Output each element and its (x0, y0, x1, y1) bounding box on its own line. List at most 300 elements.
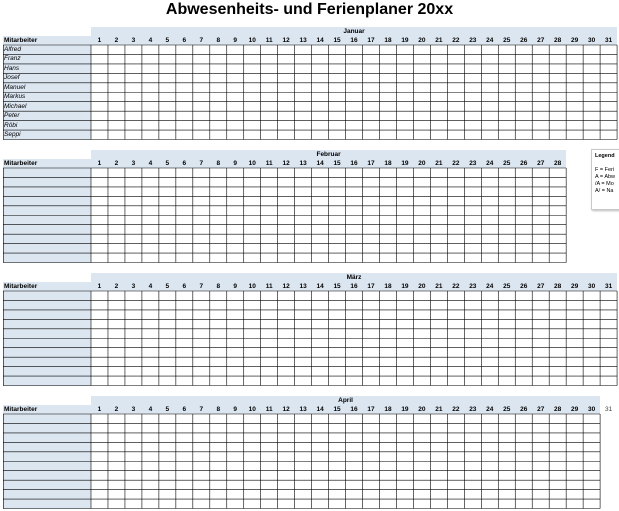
day-cell[interactable] (227, 54, 244, 63)
day-cell[interactable] (498, 196, 515, 205)
day-cell[interactable] (295, 253, 312, 262)
day-cell[interactable] (515, 319, 532, 328)
day-cell[interactable] (108, 376, 125, 385)
day-cell[interactable] (329, 64, 346, 73)
day-cell[interactable] (413, 234, 430, 243)
day-cell[interactable] (227, 376, 244, 385)
day-cell[interactable] (227, 423, 244, 432)
day-cell[interactable] (176, 111, 193, 120)
day-cell[interactable] (498, 357, 515, 366)
day-cell[interactable] (244, 310, 261, 319)
day-cell[interactable] (278, 196, 295, 205)
day-cell[interactable] (549, 187, 566, 196)
day-cell[interactable] (566, 433, 583, 442)
day-cell[interactable] (396, 329, 413, 338)
day-cell[interactable] (261, 442, 278, 451)
day-cell[interactable] (481, 433, 498, 442)
day-cell[interactable] (244, 461, 261, 470)
day-cell[interactable] (549, 329, 566, 338)
day-cell[interactable] (481, 102, 498, 111)
day-cell[interactable] (396, 130, 413, 139)
day-cell[interactable] (549, 102, 566, 111)
day-cell[interactable] (447, 130, 464, 139)
day-cell[interactable] (566, 490, 583, 499)
day-cell[interactable] (329, 73, 346, 82)
day-cell[interactable] (600, 111, 617, 120)
day-cell[interactable] (464, 187, 481, 196)
day-cell[interactable] (379, 433, 396, 442)
day-cell[interactable] (447, 225, 464, 234)
day-cell[interactable] (278, 177, 295, 186)
day-cell[interactable] (91, 338, 108, 347)
day-cell[interactable] (396, 310, 413, 319)
day-cell[interactable] (413, 490, 430, 499)
day-cell[interactable] (363, 329, 380, 338)
day-cell[interactable] (481, 83, 498, 92)
day-cell[interactable] (142, 480, 159, 489)
day-cell[interactable] (193, 92, 210, 101)
day-cell[interactable] (413, 376, 430, 385)
day-cell[interactable] (464, 376, 481, 385)
day-cell[interactable] (261, 54, 278, 63)
day-cell[interactable] (295, 461, 312, 470)
day-cell[interactable] (142, 329, 159, 338)
day-cell[interactable] (566, 310, 583, 319)
day-cell[interactable] (176, 73, 193, 82)
day-cell[interactable] (125, 433, 142, 442)
day-cell[interactable] (312, 253, 329, 262)
day-cell[interactable] (244, 102, 261, 111)
day-cell[interactable] (346, 73, 363, 82)
day-cell[interactable] (396, 45, 413, 54)
day-cell[interactable] (176, 168, 193, 177)
day-cell[interactable] (125, 452, 142, 461)
day-cell[interactable] (447, 291, 464, 300)
day-cell[interactable] (210, 433, 227, 442)
day-cell[interactable] (600, 329, 617, 338)
day-cell[interactable] (515, 54, 532, 63)
day-cell[interactable] (210, 471, 227, 480)
day-cell[interactable] (549, 196, 566, 205)
day-cell[interactable] (295, 452, 312, 461)
day-cell[interactable] (413, 461, 430, 470)
day-cell[interactable] (227, 461, 244, 470)
day-cell[interactable] (108, 187, 125, 196)
day-cell[interactable] (464, 499, 481, 508)
day-cell[interactable] (447, 206, 464, 215)
day-cell[interactable] (176, 480, 193, 489)
day-cell[interactable] (244, 168, 261, 177)
day-cell[interactable] (210, 225, 227, 234)
day-cell[interactable] (430, 102, 447, 111)
day-cell[interactable] (261, 310, 278, 319)
day-cell[interactable] (329, 348, 346, 357)
day-cell[interactable] (210, 329, 227, 338)
day-cell[interactable] (549, 64, 566, 73)
day-cell[interactable] (159, 442, 176, 451)
day-cell[interactable] (464, 83, 481, 92)
day-cell[interactable] (193, 64, 210, 73)
day-cell[interactable] (498, 234, 515, 243)
day-cell[interactable] (566, 357, 583, 366)
day-cell[interactable] (193, 253, 210, 262)
day-cell[interactable] (549, 83, 566, 92)
day-cell[interactable] (498, 442, 515, 451)
day-cell[interactable] (413, 64, 430, 73)
day-cell[interactable] (498, 319, 515, 328)
day-cell[interactable] (430, 348, 447, 357)
day-cell[interactable] (549, 319, 566, 328)
day-cell[interactable] (329, 357, 346, 366)
day-cell[interactable] (210, 130, 227, 139)
day-cell[interactable] (108, 461, 125, 470)
day-cell[interactable] (227, 471, 244, 480)
day-cell[interactable] (176, 367, 193, 376)
day-cell[interactable] (125, 461, 142, 470)
day-cell[interactable] (295, 45, 312, 54)
day-cell[interactable] (481, 64, 498, 73)
day-cell[interactable] (261, 253, 278, 262)
day-cell[interactable] (498, 54, 515, 63)
day-cell[interactable] (413, 310, 430, 319)
day-cell[interactable] (312, 45, 329, 54)
day-cell[interactable] (278, 319, 295, 328)
day-cell[interactable] (464, 253, 481, 262)
day-cell[interactable] (125, 357, 142, 366)
day-cell[interactable] (159, 414, 176, 423)
day-cell[interactable] (498, 461, 515, 470)
day-cell[interactable] (396, 234, 413, 243)
day-cell[interactable] (312, 338, 329, 347)
day-cell[interactable] (295, 121, 312, 130)
day-cell[interactable] (244, 130, 261, 139)
day-cell[interactable] (108, 291, 125, 300)
day-cell[interactable] (329, 461, 346, 470)
day-cell[interactable] (108, 253, 125, 262)
day-cell[interactable] (329, 196, 346, 205)
day-cell[interactable] (312, 319, 329, 328)
day-cell[interactable] (379, 310, 396, 319)
day-cell[interactable] (312, 433, 329, 442)
day-cell[interactable] (515, 480, 532, 489)
day-cell[interactable] (566, 291, 583, 300)
day-cell[interactable] (329, 111, 346, 120)
day-cell[interactable] (125, 92, 142, 101)
day-cell[interactable] (566, 45, 583, 54)
day-cell[interactable] (583, 64, 600, 73)
day-cell[interactable] (91, 452, 108, 461)
day-cell[interactable] (346, 338, 363, 347)
day-cell[interactable] (379, 102, 396, 111)
day-cell[interactable] (244, 319, 261, 328)
day-cell[interactable] (498, 244, 515, 253)
day-cell[interactable] (515, 300, 532, 309)
day-cell[interactable] (295, 471, 312, 480)
day-cell[interactable] (346, 130, 363, 139)
day-cell[interactable] (176, 187, 193, 196)
day-cell[interactable] (532, 423, 549, 432)
day-cell[interactable] (295, 83, 312, 92)
day-cell[interactable] (125, 291, 142, 300)
day-cell[interactable] (108, 357, 125, 366)
day-cell[interactable] (244, 329, 261, 338)
day-cell[interactable] (532, 92, 549, 101)
day-cell[interactable] (532, 64, 549, 73)
day-cell[interactable] (125, 225, 142, 234)
day-cell[interactable] (363, 64, 380, 73)
day-cell[interactable] (91, 433, 108, 442)
day-cell[interactable] (430, 310, 447, 319)
day-cell[interactable] (515, 102, 532, 111)
day-cell[interactable] (481, 499, 498, 508)
day-cell[interactable] (532, 480, 549, 489)
day-cell[interactable] (464, 73, 481, 82)
day-cell[interactable] (566, 92, 583, 101)
day-cell[interactable] (413, 452, 430, 461)
day-cell[interactable] (125, 300, 142, 309)
day-cell[interactable] (176, 414, 193, 423)
day-cell[interactable] (108, 452, 125, 461)
day-cell[interactable] (447, 177, 464, 186)
day-cell[interactable] (244, 111, 261, 120)
day-cell[interactable] (481, 376, 498, 385)
day-cell[interactable] (430, 376, 447, 385)
day-cell[interactable] (227, 357, 244, 366)
day-cell[interactable] (379, 338, 396, 347)
day-cell[interactable] (108, 471, 125, 480)
day-cell[interactable] (430, 452, 447, 461)
day-cell[interactable] (193, 177, 210, 186)
day-cell[interactable] (278, 423, 295, 432)
day-cell[interactable] (312, 423, 329, 432)
day-cell[interactable] (329, 54, 346, 63)
day-cell[interactable] (363, 54, 380, 63)
day-cell[interactable] (91, 111, 108, 120)
day-cell[interactable] (125, 348, 142, 357)
day-cell[interactable] (532, 414, 549, 423)
day-cell[interactable] (515, 367, 532, 376)
day-cell[interactable] (464, 102, 481, 111)
day-cell[interactable] (549, 461, 566, 470)
day-cell[interactable] (193, 433, 210, 442)
day-cell[interactable] (227, 121, 244, 130)
day-cell[interactable] (464, 423, 481, 432)
day-cell[interactable] (210, 168, 227, 177)
day-cell[interactable] (346, 215, 363, 224)
day-cell[interactable] (91, 215, 108, 224)
day-cell[interactable] (193, 499, 210, 508)
day-cell[interactable] (396, 471, 413, 480)
day-cell[interactable] (346, 300, 363, 309)
day-cell[interactable] (193, 196, 210, 205)
day-cell[interactable] (227, 480, 244, 489)
day-cell[interactable] (142, 461, 159, 470)
day-cell[interactable] (329, 414, 346, 423)
day-cell[interactable] (379, 168, 396, 177)
day-cell[interactable] (108, 225, 125, 234)
day-cell[interactable] (464, 480, 481, 489)
day-cell[interactable] (396, 291, 413, 300)
day-cell[interactable] (566, 471, 583, 480)
day-cell[interactable] (193, 310, 210, 319)
day-cell[interactable] (329, 499, 346, 508)
day-cell[interactable] (210, 338, 227, 347)
day-cell[interactable] (566, 64, 583, 73)
day-cell[interactable] (91, 244, 108, 253)
day-cell[interactable] (532, 452, 549, 461)
day-cell[interactable] (498, 300, 515, 309)
day-cell[interactable] (583, 471, 600, 480)
day-cell[interactable] (532, 357, 549, 366)
day-cell[interactable] (125, 111, 142, 120)
day-cell[interactable] (329, 83, 346, 92)
day-cell[interactable] (363, 45, 380, 54)
day-cell[interactable] (142, 73, 159, 82)
day-cell[interactable] (532, 244, 549, 253)
day-cell[interactable] (430, 64, 447, 73)
day-cell[interactable] (261, 376, 278, 385)
day-cell[interactable] (261, 471, 278, 480)
day-cell[interactable] (142, 102, 159, 111)
day-cell[interactable] (159, 244, 176, 253)
day-cell[interactable] (464, 490, 481, 499)
day-cell[interactable] (413, 111, 430, 120)
day-cell[interactable] (295, 244, 312, 253)
day-cell[interactable] (278, 338, 295, 347)
day-cell[interactable] (91, 414, 108, 423)
day-cell[interactable] (193, 121, 210, 130)
day-cell[interactable] (91, 225, 108, 234)
day-cell[interactable] (125, 253, 142, 262)
day-cell[interactable] (515, 499, 532, 508)
day-cell[interactable] (396, 348, 413, 357)
day-cell[interactable] (549, 54, 566, 63)
day-cell[interactable] (379, 471, 396, 480)
day-cell[interactable] (532, 367, 549, 376)
day-cell[interactable] (566, 121, 583, 130)
day-cell[interactable] (261, 111, 278, 120)
day-cell[interactable] (108, 480, 125, 489)
day-cell[interactable] (159, 291, 176, 300)
day-cell[interactable] (125, 215, 142, 224)
day-cell[interactable] (295, 348, 312, 357)
day-cell[interactable] (549, 234, 566, 243)
day-cell[interactable] (108, 329, 125, 338)
day-cell[interactable] (481, 177, 498, 186)
day-cell[interactable] (600, 300, 617, 309)
day-cell[interactable] (312, 54, 329, 63)
day-cell[interactable] (583, 338, 600, 347)
day-cell[interactable] (515, 291, 532, 300)
day-cell[interactable] (312, 83, 329, 92)
day-cell[interactable] (549, 92, 566, 101)
day-cell[interactable] (295, 187, 312, 196)
day-cell[interactable] (295, 338, 312, 347)
day-cell[interactable] (363, 433, 380, 442)
day-cell[interactable] (108, 414, 125, 423)
day-cell[interactable] (363, 452, 380, 461)
day-cell[interactable] (447, 310, 464, 319)
day-cell[interactable] (227, 64, 244, 73)
day-cell[interactable] (108, 423, 125, 432)
day-cell[interactable] (481, 480, 498, 489)
day-cell[interactable] (515, 225, 532, 234)
day-cell[interactable] (176, 121, 193, 130)
day-cell[interactable] (244, 64, 261, 73)
day-cell[interactable] (261, 357, 278, 366)
day-cell[interactable] (159, 480, 176, 489)
day-cell[interactable] (396, 423, 413, 432)
day-cell[interactable] (159, 367, 176, 376)
day-cell[interactable] (295, 300, 312, 309)
day-cell[interactable] (176, 442, 193, 451)
day-cell[interactable] (176, 54, 193, 63)
day-cell[interactable] (91, 253, 108, 262)
day-cell[interactable] (447, 461, 464, 470)
day-cell[interactable] (481, 196, 498, 205)
day-cell[interactable] (142, 244, 159, 253)
day-cell[interactable] (515, 177, 532, 186)
day-cell[interactable] (396, 414, 413, 423)
day-cell[interactable] (566, 499, 583, 508)
day-cell[interactable] (583, 442, 600, 451)
day-cell[interactable] (210, 357, 227, 366)
day-cell[interactable] (125, 244, 142, 253)
day-cell[interactable] (329, 168, 346, 177)
day-cell[interactable] (91, 92, 108, 101)
day-cell[interactable] (498, 130, 515, 139)
day-cell[interactable] (244, 471, 261, 480)
day-cell[interactable] (210, 54, 227, 63)
day-cell[interactable] (210, 300, 227, 309)
day-cell[interactable] (159, 64, 176, 73)
day-cell[interactable] (481, 338, 498, 347)
day-cell[interactable] (278, 121, 295, 130)
day-cell[interactable] (125, 206, 142, 215)
day-cell[interactable] (210, 376, 227, 385)
day-cell[interactable] (261, 300, 278, 309)
day-cell[interactable] (363, 244, 380, 253)
day-cell[interactable] (532, 253, 549, 262)
day-cell[interactable] (329, 367, 346, 376)
day-cell[interactable] (142, 414, 159, 423)
day-cell[interactable] (125, 168, 142, 177)
day-cell[interactable] (261, 234, 278, 243)
day-cell[interactable] (413, 121, 430, 130)
day-cell[interactable] (142, 168, 159, 177)
day-cell[interactable] (244, 225, 261, 234)
day-cell[interactable] (430, 357, 447, 366)
day-cell[interactable] (481, 187, 498, 196)
day-cell[interactable] (159, 225, 176, 234)
day-cell[interactable] (464, 310, 481, 319)
day-cell[interactable] (193, 490, 210, 499)
day-cell[interactable] (447, 196, 464, 205)
day-cell[interactable] (329, 102, 346, 111)
day-cell[interactable] (142, 54, 159, 63)
day-cell[interactable] (295, 329, 312, 338)
day-cell[interactable] (329, 329, 346, 338)
day-cell[interactable] (227, 45, 244, 54)
day-cell[interactable] (481, 471, 498, 480)
day-cell[interactable] (312, 452, 329, 461)
employee-name[interactable]: Franz (4, 55, 21, 63)
day-cell[interactable] (515, 490, 532, 499)
day-cell[interactable] (464, 130, 481, 139)
day-cell[interactable] (295, 499, 312, 508)
day-cell[interactable] (91, 130, 108, 139)
day-cell[interactable] (464, 414, 481, 423)
